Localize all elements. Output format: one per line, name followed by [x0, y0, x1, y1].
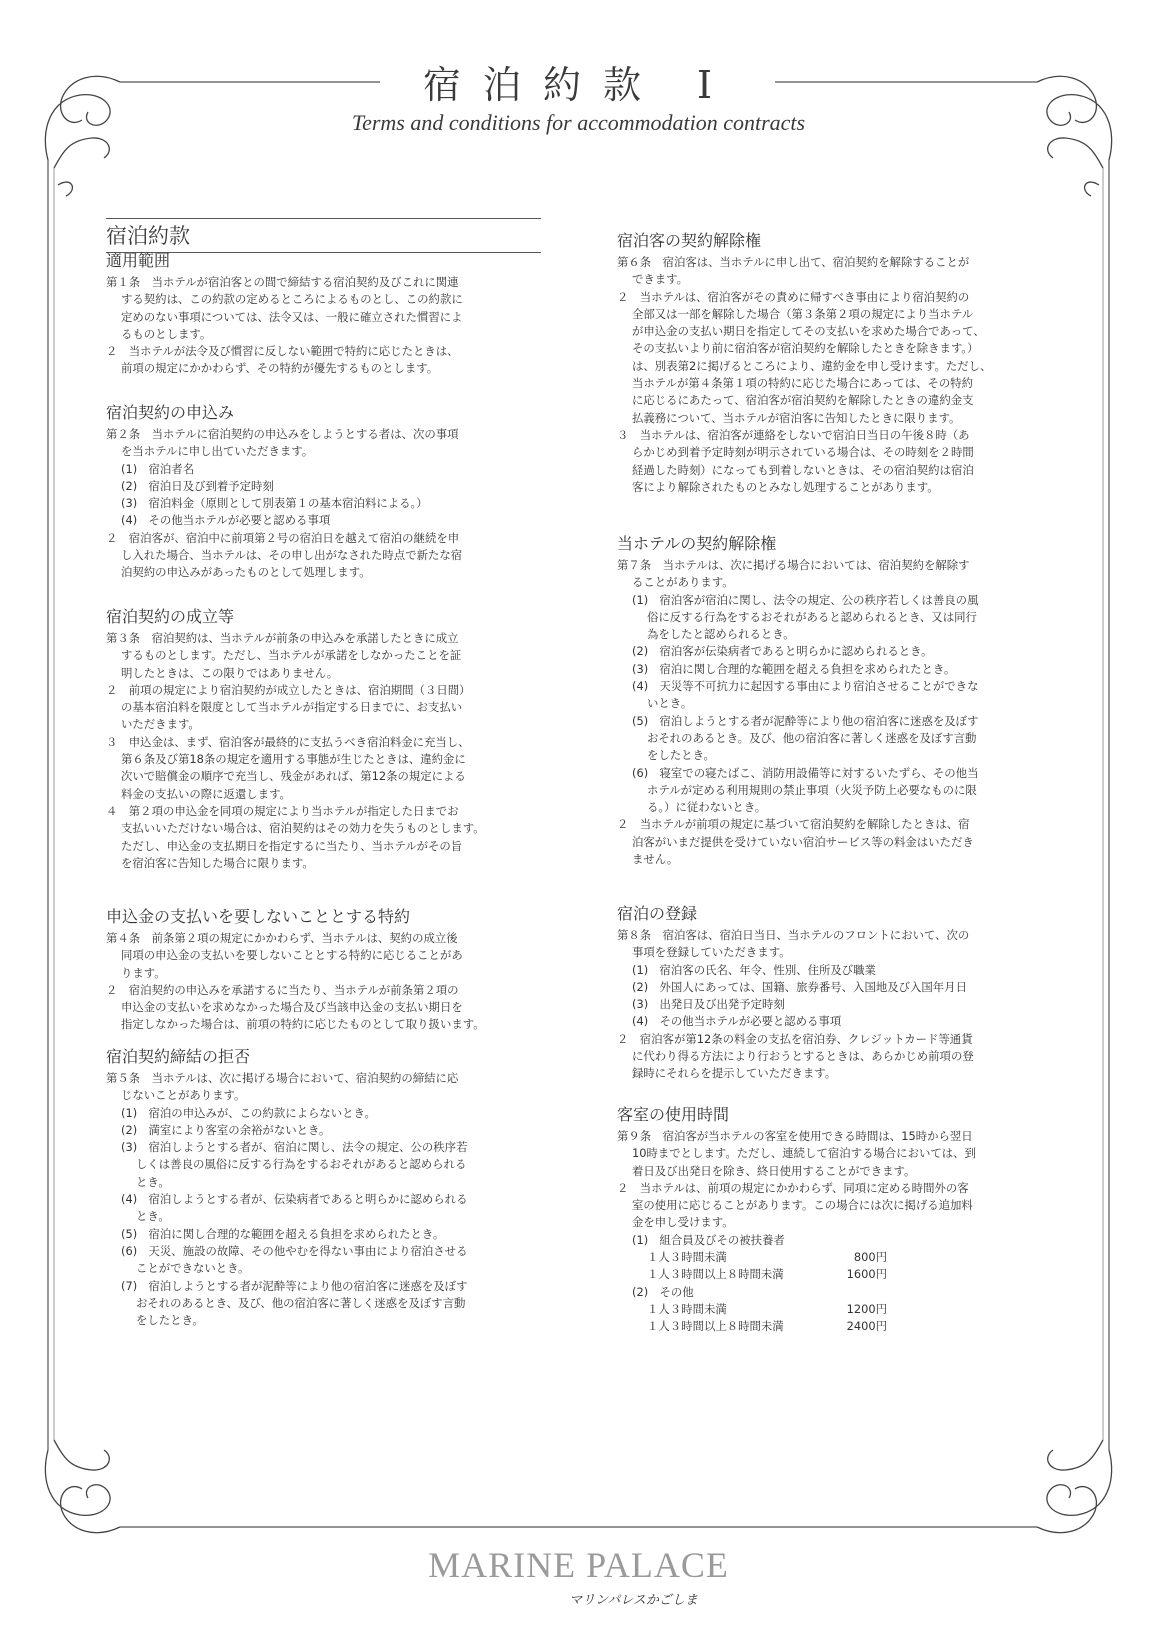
clause-line: 払義務について、当ホテルが宿泊客に告知したときに限ります。 — [632, 410, 961, 425]
clause-line: 第３条 宿泊契約は、当ホテルが前条の申込みを承諾したときに成立 — [106, 631, 459, 645]
clause-line: ることがあります。 — [632, 575, 734, 590]
section-left-0 — [106, 250, 541, 378]
clause-line: ２ 当ホテルが法令及び慣習に反しない範囲で特約に応じたときは、 — [106, 344, 459, 359]
clause-line: 金を申し受けます。 — [632, 1215, 734, 1230]
clause-line: し入れた場合、当ホテルは、その申し出がなされた時点で新たな宿 — [121, 548, 463, 563]
clause-line: 第４条 前条第２項の規定にかかわらず、当ホテルは、契約の成立後 — [106, 931, 458, 945]
clause-line: ３ 当ホテルは、宿泊客が連絡をしないで宿泊日当日の午後８時（あ — [617, 427, 970, 442]
clause-line: 泊契約の申込みがあったものとして処理します。 — [121, 565, 371, 580]
clause-line: 録時にそれらを提示していただきます。 — [632, 1066, 837, 1081]
clause-line: 前項の規定にかかわらず、その特約が優先するものとします。 — [121, 361, 439, 376]
clause-line: が申込金の支払い期日を指定してその支払いを求めた場合であって、 — [632, 324, 985, 339]
corner-flourish-bottom-left — [45, 1440, 120, 1533]
clause-line: 俗に反する行為をするおそれがあると認められるとき、又は同行 — [647, 609, 977, 624]
clause-line: をしたとき。 — [647, 748, 715, 763]
clause-line: 第９条 宿泊客が当ホテルの客室を使用できる時間は、15時から翌日 — [617, 1129, 973, 1143]
fee-amount: 1200円 — [846, 1301, 887, 1316]
section-left-1 — [106, 402, 541, 582]
clause-line: おそれのあるとき、及び、他の宿泊客に著しく迷惑を及ぼす言動 — [136, 1295, 466, 1310]
clause-line: (6) 寝室での寝たばこ、消防用設備等に対するいたずら、その他当 — [632, 765, 979, 780]
clause-line: ２ 当ホテルは、宿泊客がその責めに帰すべき事由により宿泊契約の — [617, 289, 970, 304]
clause-line: (6) 天災、施設の故障、その他やむを得ない事由により宿泊させる — [121, 1243, 468, 1258]
clause-line: に代わり得る方法により行おうとするときは、あらかじめ前項の登 — [632, 1049, 974, 1064]
clause-line: (2) 宿泊客が伝染病者であると明らかに認められるとき。 — [632, 644, 933, 659]
clause-line: ホテルが定める利用規則の禁止事項（火災予防上必要なものに限 — [647, 782, 977, 797]
clause-line: (3) 宿泊に関し合理的な範囲を超える負担を求められたとき。 — [632, 661, 956, 676]
clause-line: を当ホテルに申し出ていただきます。 — [121, 444, 314, 459]
section-right-1 — [617, 533, 1052, 868]
clause-line: 次いで賠償金の順序で充当し、残金があれば、第12条の規定による — [121, 769, 466, 784]
clause-line: 支払いいただけない場合は、宿泊契約はその効力を失うものとします。 — [121, 821, 485, 836]
clause-line: (1) 宿泊者名 — [121, 461, 195, 476]
clause-line: ２ 当ホテルが前項の規定に基づいて宿泊契約を解除したときは、宿 — [617, 817, 970, 832]
clause-line: ります。 — [121, 965, 166, 980]
clause-line: できます。 — [632, 272, 689, 287]
clause-line: するものとします。ただし、当ホテルが承諾をしなかったことを証 — [121, 648, 462, 663]
fee-row — [617, 1249, 1052, 1266]
clause-line: 同項の申込金の支払いを要しないこととする特約に応じることがあ — [121, 948, 463, 963]
clause-line: 事項を登録していただきます。 — [632, 945, 791, 960]
section-left-3 — [106, 906, 541, 1034]
clause-line: ４ 第２項の申込金を同項の規定により当ホテルが指定した日までお — [106, 803, 459, 818]
clause-line: 第２条 当ホテルに宿泊契約の申込みをしようとする者は、次の事項 — [106, 427, 459, 441]
clause-line: 第８条 宿泊客は、宿泊日当日、当ホテルのフロントにおいて、次の — [617, 928, 970, 942]
clause-line: 申込金の支払いを求めなかった場合及び当該申込金の支払い期日を — [121, 1000, 463, 1015]
clause-line: る。）に従わないとき。 — [647, 800, 767, 815]
clause-line: 10時までとします。ただし、連続して宿泊する場合においては、到 — [632, 1146, 976, 1161]
clause-line: 室の使用に応じることがあります。この場合には次に掲げる追加料 — [632, 1198, 973, 1213]
section-title: 適用範囲 — [106, 251, 171, 270]
clause-line: に応じるにあたって、宿泊客が宿泊契約を解除したときの違約金支 — [632, 393, 974, 408]
clause-line: 第６条及び第18条の規定を適用する事態が生じたときは、違約金に — [121, 752, 466, 767]
clause-line: (2) 満室により客室の余裕がないとき。 — [121, 1122, 331, 1137]
clause-line: (1) 宿泊客が宿泊に関し、法令の規定、公の秩序若しくは善良の風 — [632, 592, 979, 607]
clause-line: ２ 当ホテルは、前項の規定にかかわらず、同項に定める時間外の客 — [617, 1180, 969, 1195]
clause-line: (2) その他 — [632, 1284, 694, 1299]
section-title: 宿泊契約の成立等 — [106, 607, 235, 626]
clause-line: (2) 外国人にあっては、国籍、旅券番号、入国地及び入国年月日 — [632, 979, 967, 994]
fee-row — [617, 1301, 1052, 1318]
section-right-3 — [617, 1104, 1052, 1336]
clause-line: ２ 宿泊契約の申込みを承諾するに当たり、当ホテルが前条第２項の — [106, 982, 459, 997]
clause-line: 当ホテルが第４条第１項の特約に応じた場合にあっては、その特約 — [632, 376, 974, 391]
clause-line: らかじめ到着予定時刻が明示されている場合は、その時刻を２時間 — [632, 445, 974, 460]
clause-line: (4) その他当ホテルが必要と認める事項 — [121, 513, 331, 528]
page-title: 宿泊約款 Ⅰ — [422, 63, 735, 107]
clause-line: (4) 天災等不可抗力に起因する事由により宿泊させることができな — [632, 679, 979, 694]
clause-line: じないことがあります。 — [121, 1088, 246, 1103]
corner-flourish-bottom-right — [1037, 1440, 1112, 1533]
clause-line: ２ 宿泊客が、宿泊中に前項第２号の宿泊日を越えて宿泊の継続を申 — [106, 530, 460, 545]
brand-logo-text: MARINE PALACE — [428, 1545, 729, 1585]
clause-line: (5) 宿泊に関し合理的な範囲を超える負担を求められたとき。 — [121, 1226, 445, 1241]
section-title: 宿泊契約締結の拒否 — [106, 1047, 251, 1066]
clause-line: 第６条 宿泊客は、当ホテルに申し出て、宿泊契約を解除することが — [617, 255, 970, 269]
clause-line: の基本宿泊料を限度として当ホテルが指定する日までに、お支払い — [121, 700, 463, 715]
brand-footer — [0, 1545, 1157, 1608]
clause-line: 料金の支払いの際に返還します。 — [121, 786, 291, 801]
clause-line: (1) 宿泊客の氏名、年令、性別、住所及び職業 — [632, 962, 876, 977]
clause-line: いただきます。 — [121, 717, 200, 732]
clause-line: 第１条 当ホテルが宿泊客との間で締結する宿泊契約及びこれに関連 — [106, 275, 459, 289]
fee-amount: 2400円 — [846, 1319, 887, 1334]
clause-line: 明したときは、この限りではありません。 — [121, 665, 339, 680]
clause-line: ことができないとき。 — [136, 1261, 250, 1276]
section-title: 宿泊契約の申込み — [106, 403, 235, 422]
clause-line: とき。 — [136, 1209, 170, 1224]
clause-line: 定めのない事項については、法令又は、一般に確立された慣習によ — [121, 309, 463, 324]
fee-label: １人３時間未満 — [647, 1301, 727, 1316]
clause-line: (3) 出発日及び出発予定時刻 — [632, 997, 785, 1012]
section-left-4 — [106, 1046, 541, 1329]
document-heading: 宿泊約款 — [106, 218, 541, 253]
clause-line: その支払いより前に宿泊客が宿泊契約を解除したときを除きます。） — [632, 341, 979, 356]
clause-line: いとき。 — [647, 696, 693, 711]
brand-subtitle: マリンパレスかごしま — [569, 1593, 698, 1608]
clause-line: るものとします。 — [121, 326, 212, 341]
clause-line: を宿泊客に告知した場合に限ります。 — [121, 855, 314, 870]
clause-line: する契約は、この約款の定めるところによるものとし、この約款に — [121, 292, 463, 307]
clause-line: ただし、申込金の支払期日を指定するに当たり、当ホテルがその旨 — [121, 838, 463, 853]
clause-line: 第７条 当ホテルは、次に掲げる場合においては、宿泊契約を解除す — [617, 558, 970, 572]
clause-line: (4) その他当ホテルが必要と認める事項 — [632, 1014, 842, 1029]
clause-line: 客により解除されたものとみなし処理することがあります。 — [632, 479, 939, 494]
clause-line: ２ 宿泊客が第12条の料金の支払を宿泊券、クレジットカード等通貨 — [617, 1031, 973, 1046]
section-title: 宿泊客の契約解除権 — [617, 231, 762, 250]
clause-line: 指定しなかった場合は、前項の特約に応じたものとして取り扱います。 — [121, 1017, 485, 1032]
fee-amount: 800円 — [853, 1250, 887, 1265]
clause-line: (3) 宿泊しようとする者が、宿泊に関し、法令の規定、公の秩序若 — [121, 1140, 468, 1155]
clause-line: (3) 宿泊料金（原則として別表第１の基本宿泊料による。） — [121, 496, 428, 511]
section-title: 客室の使用時間 — [617, 1105, 730, 1124]
section-title: 申込金の支払いを要しないこととする特約 — [106, 907, 411, 926]
clause-line: 着日及び出発日を除き、終日使用することができます。 — [632, 1163, 916, 1178]
section-right-0 — [617, 230, 1052, 496]
fee-label: １人３時間以上８時間未満 — [647, 1319, 784, 1334]
clause-line: は、別表第2に掲げるところにより、違約金を申し受けます。ただし、 — [632, 358, 992, 373]
clause-line: おそれのあるとき。及び、他の宿泊客に著しく迷惑を及ぼす言動 — [647, 730, 977, 745]
clause-line: ２ 前項の規定により宿泊契約が成立したときは、宿泊期間（３日間） — [106, 682, 471, 697]
clause-line: 為をしたと認められるとき。 — [647, 627, 795, 642]
clause-line: (1) 組合員及びその被扶養者 — [632, 1232, 785, 1247]
clause-line: 全部又は一部を解除した場合（第３条第２項の規定により当ホテル — [632, 306, 974, 321]
page-header — [0, 62, 1157, 136]
clause-line: (4) 宿泊しようとする者が、伝染病者であると明らかに認められる — [121, 1192, 468, 1207]
section-title: 当ホテルの契約解除権 — [617, 534, 777, 553]
section-left-2 — [106, 606, 541, 872]
clause-line: をしたとき。 — [136, 1313, 204, 1328]
clause-line: ません。 — [632, 852, 679, 867]
clause-line: (5) 宿泊しようとする者が泥酔等により他の宿泊客に迷惑を及ぼす — [632, 713, 979, 728]
section-right-2 — [617, 903, 1052, 1083]
clause-line: しくは善良の風俗に反する行為をするおそれがあると認められる — [136, 1157, 467, 1172]
section-title: 宿泊の登録 — [617, 904, 698, 923]
fee-label: １人３時間以上８時間未満 — [647, 1267, 784, 1282]
page-subtitle: Terms and conditions for accommodation contracts — [351, 110, 806, 135]
clause-line: 第５条 当ホテルは、次に掲げる場合において、宿泊契約の締結に応 — [106, 1071, 459, 1085]
clause-line: ３ 申込金は、まず、宿泊客が最終的に支払うべき宿泊料金に充当し、 — [106, 734, 470, 749]
fee-row — [617, 1266, 1052, 1283]
fee-label: １人３時間未満 — [647, 1250, 727, 1265]
fee-row — [617, 1318, 1052, 1335]
fee-amount: 1600円 — [846, 1267, 887, 1282]
clause-line: 泊客がいまだ提供を受けていない宿泊サービス等の料金はいただき — [632, 834, 974, 849]
clause-line: とき。 — [136, 1174, 170, 1189]
clause-line: (7) 宿泊しようとする者が泥酔等により他の宿泊客に迷惑を及ぼす — [121, 1278, 468, 1293]
clause-line: 経過した時刻）になっても到着しないときは、その宿泊契約は宿泊 — [632, 462, 974, 477]
clause-line: (1) 宿泊の申込みが、この約款によらないとき。 — [121, 1105, 376, 1120]
clause-line: (2) 宿泊日及び到着予定時刻 — [121, 478, 274, 493]
